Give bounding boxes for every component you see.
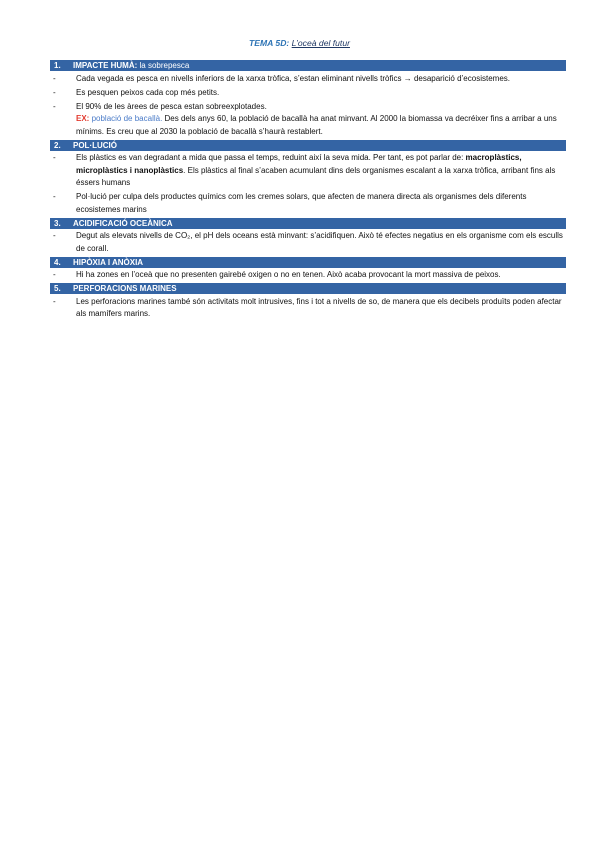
bullet-dash: -: [53, 73, 56, 83]
text-before: Els plàstics es van degradant a mida que passa el temps, reduint així la seva mida. Per tant, es pot parlar de:: [76, 153, 466, 162]
section-number: 5.: [54, 284, 61, 293]
list-item: [50, 296, 566, 321]
bullet-dash: -: [53, 87, 56, 97]
page-title: [0, 38, 599, 48]
section-label: PERFORACIONS MARINES: [73, 284, 177, 293]
list-item-text: [76, 101, 566, 139]
title-subtitle: L’oceà del futur: [291, 38, 350, 48]
bullet-dash: -: [53, 270, 56, 279]
list-item-text: Hi ha zones en l’oceà que no presenten gairebé oxigen o no en tenen. Això acaba provocant la mort massiva de peixos.: [76, 270, 501, 279]
bullet-dash: -: [53, 153, 56, 162]
section-number: 1.: [54, 61, 61, 70]
list-item: [50, 152, 566, 190]
list-item: [50, 269, 566, 282]
section-label: ACIDIFICACIÓ OCEÀNICA: [73, 218, 173, 228]
section-header-2: [50, 140, 566, 151]
list-item: [50, 73, 566, 86]
section-number: 3.: [54, 218, 61, 228]
list-item: [50, 87, 566, 100]
list-item-text: Degut als elevats nivells de CO₂, el pH dels oceans està minvant: s’acidifiquen. Això té efectes negatius en els organisme com els esculls de corall.: [76, 231, 563, 253]
example-text: Des dels anys 60, la població de bacallà ha anat minvant. Al 2000 la biomassa va decréixer fins a arribar a uns mínims. Es creu que al 2030 la població de bacallà s’haurà restablert.: [76, 114, 557, 136]
list-item-text: Pol·lució per culpa dels productes químics com les cremes solars, que afecten de manera directa als organismes dels diferents ecosistemes marins: [76, 192, 527, 214]
example-topic: població de bacallà.: [91, 114, 163, 123]
bullet-dash: -: [53, 192, 56, 201]
section-label: POL·LUCIÓ: [73, 140, 117, 150]
bullet-dash: -: [53, 231, 56, 240]
section-label: [73, 60, 566, 71]
section-label: HIPÒXIA I ANÒXIA: [73, 257, 144, 267]
section-header-4: [50, 257, 566, 268]
section-number: 2.: [54, 140, 61, 150]
list-item: [50, 101, 566, 139]
example-tag: EX:: [76, 114, 90, 123]
section-header-1: [50, 60, 566, 71]
document-body: [50, 59, 566, 322]
title-prefix: TEMA 5D:: [249, 38, 290, 48]
text-after: . Els plàstics al final s’acaben acumulant dins dels organismes escalant a la xarxa tròfica, arribant fins als éssers humans: [76, 165, 556, 187]
section-number: 4.: [54, 257, 61, 267]
list-item: [50, 191, 566, 216]
section-header-5: [50, 283, 566, 294]
section-label-rest: la sobrepesca: [137, 61, 190, 70]
bullet-dash: -: [53, 101, 56, 111]
list-item-text: [76, 152, 566, 190]
section-header-3: [50, 218, 566, 229]
section-label-main: IMPACTE HUMÀ:: [73, 61, 138, 70]
bullet-dash: -: [53, 296, 56, 306]
bold-terms: macroplàstics, microplàstics i nanoplàstics: [76, 153, 522, 175]
list-item-text: Les perforacions marines també són activitats molt intrusives, fins i tot a nivells de so, de manera que els decibels produïts poden afectar als mamífers marins.: [76, 296, 562, 318]
list-item-text: Cada vegada es pesca en nivells inferiors de la xarxa tròfica, s’estan eliminant nivells tròfics → desaparició d’ecosistemes.: [76, 73, 510, 83]
list-item-sentence: El 90% de les àrees de pesca estan sobreexplotades.: [76, 101, 267, 111]
list-item-text: Es pesquen peixos cada cop més petits.: [76, 87, 220, 97]
list-item: [50, 230, 566, 255]
